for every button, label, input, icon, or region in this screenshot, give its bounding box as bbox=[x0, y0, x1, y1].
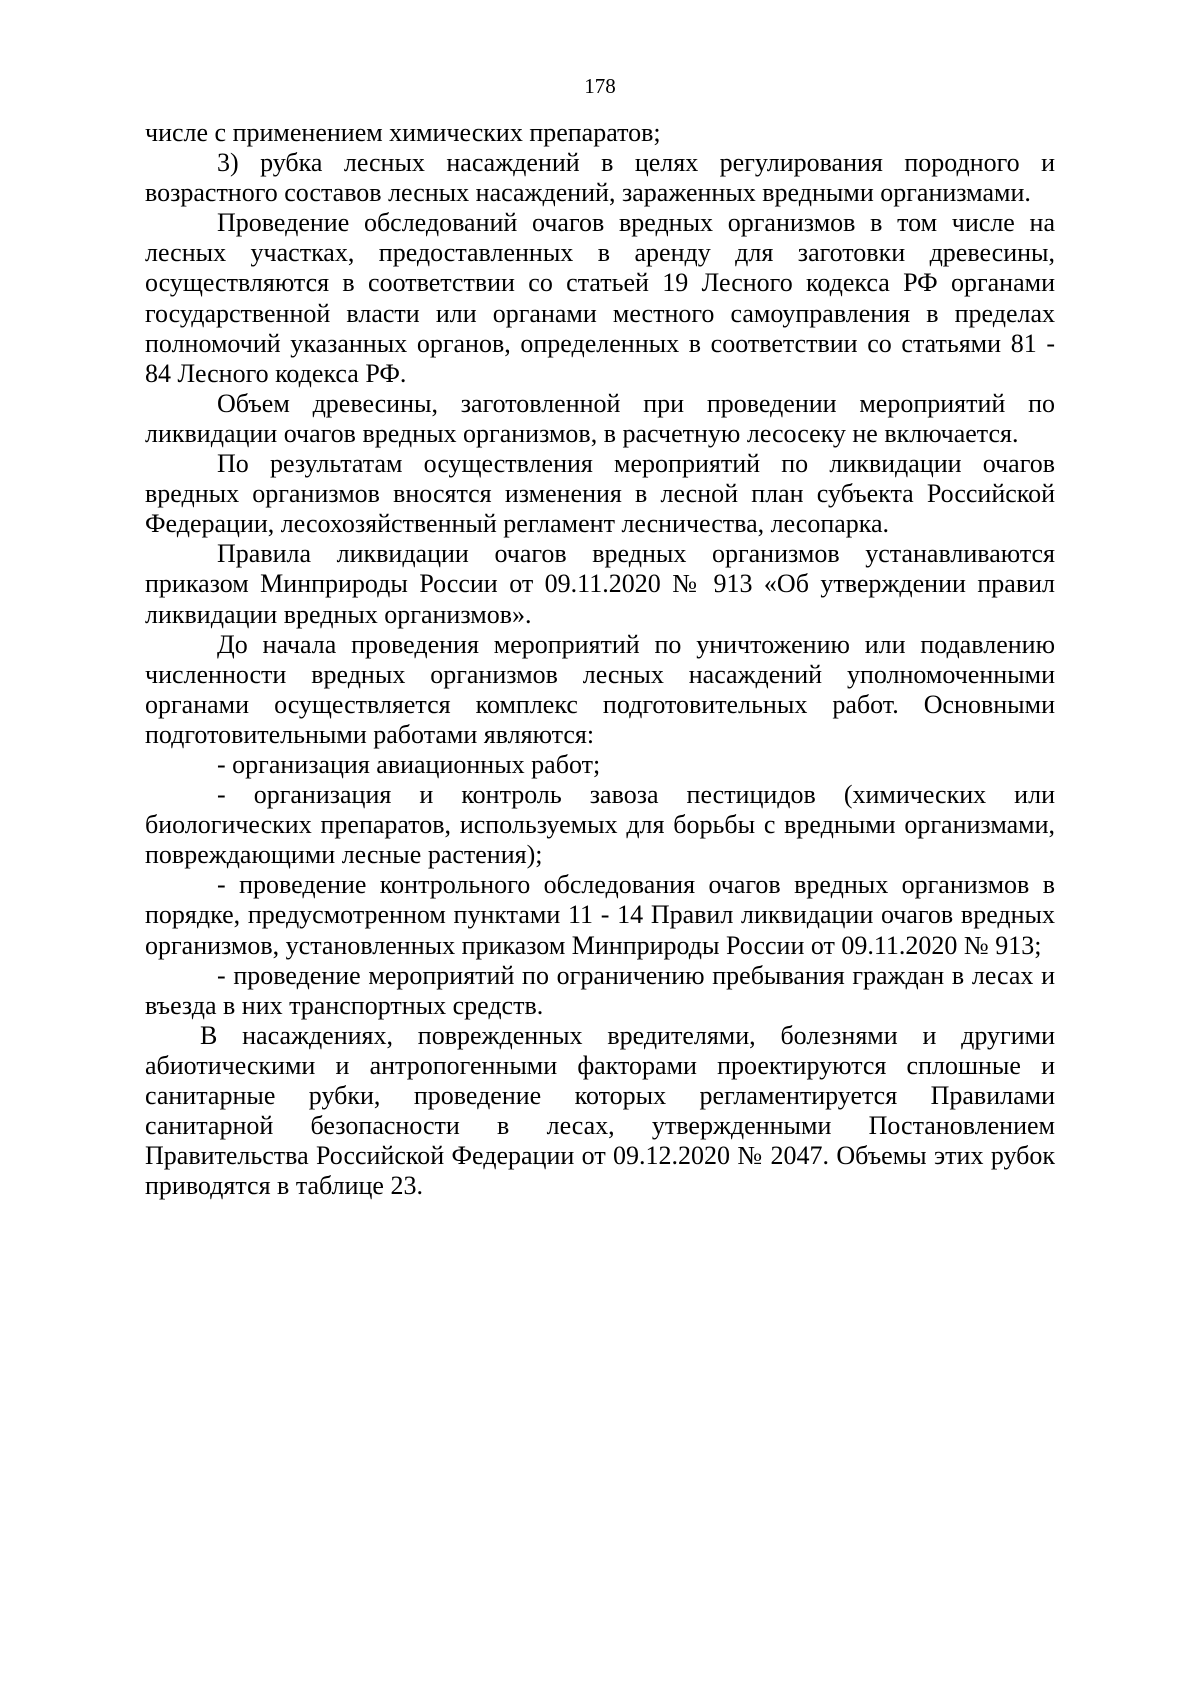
paragraph-timber-volume: Объем древесины, заготовленной при проведении мероприятий по ликвидации очагов вредных организмов, в расчетную лесосеку не включается. bbox=[145, 388, 1055, 448]
page-number: 178 bbox=[584, 74, 616, 98]
paragraph-sanitary-felling: В насаждениях, поврежденных вредителями, болезнями и другими абиотическими и антропогенными факторами проектируются сплошные и санитарные рубки, проведение которых регламентируется Правилами санитарной безопасности в лесах, утвержденными Постановлением Правительства Российской Федерации от 09.12.2020 № 2047. Объемы этих рубок приводятся в таблице 23. bbox=[145, 1020, 1055, 1201]
paragraph-item-3: 3) рубка лесных насаждений в целях регулирования породного и возрастного составов лесных насаждений, зараженных вредными организмами. bbox=[145, 148, 1055, 208]
paragraph-rules: Правила ликвидации очагов вредных организмов устанавливаются приказом Минприроды России от 09.11.2020 № 913 «Об утверждении правил ликвидации вредных организмов». bbox=[145, 539, 1055, 629]
paragraph-surveys: Проведение обследований очагов вредных организмов в том числе на лесных участках, предоставленных в аренду для заготовки древесины, осуществляются в соответствии со статьей 19 Лесного кодекса РФ органами государственной власти или органами местного самоуправления в пределах полномочий указанных органов, определенных в соответствии со статьями 81 - 84 Лесного кодекса РФ. bbox=[145, 208, 1055, 388]
list-item: - организация авиационных работ; bbox=[217, 749, 601, 779]
list-item: - проведение контрольного обследования очагов вредных организмов в порядке, предусмотренном пунктами 11 - 14 Правил ликвидации очагов вредных организмов, установленных приказом Минприроды России от 09.11.2020 № 913; bbox=[145, 870, 1055, 960]
paragraph-results: По результатам осуществления мероприятий по ликвидации очагов вредных организмов вносятся изменения в лесной план субъекта Российской Федерации, лесохозяйственный регламент лесничества, лесопарка. bbox=[145, 449, 1055, 539]
list-item: - проведение мероприятий по ограничению пребывания граждан в лесах и въезда в них транспортных средств. bbox=[145, 960, 1055, 1020]
paragraph-preparatory-works: До начала проведения мероприятий по уничтожению или подавлению численности вредных организмов лесных насаждений уполномоченными органами осуществляется комплекс подготовительных работ. Основными подготовительными работами являются: bbox=[145, 629, 1055, 749]
paragraph-continuation: числе с применением химических препаратов; bbox=[145, 118, 661, 147]
list-item: - организация и контроль завоза пестицидов (химических или биологических препаратов, используемых для борьбы с вредными организмами, повреждающими лесные растения); bbox=[145, 780, 1055, 870]
page-body bbox=[145, 118, 1055, 1201]
